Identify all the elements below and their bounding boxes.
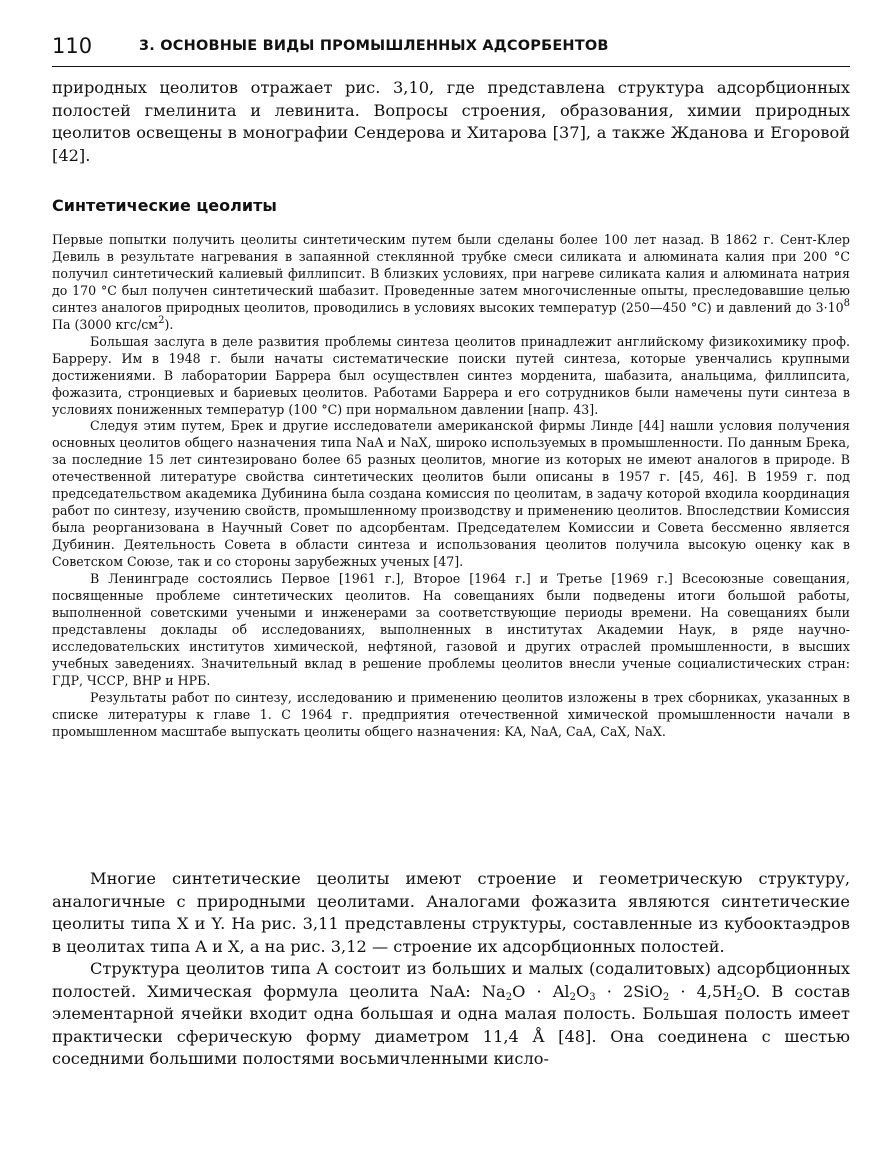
main-paragraph-2: Структура цеолитов типа A состоит из больших и малых (содалитовых) адсорбционных полостей. Химическая формула цеолита NaA: $Na_2O \cdot Al_2O_3 \cdot 2SiO_2 \cdot 4,5H_2O$. В состав элементарной ячейки входит одна большая и одна малая полость. Большая полость имеет практически сферическую форму диаметром 11,4 Å [48]. Она соединена с шестью соседними большими полостями восьмичленными кисло-	[52, 959, 851, 1068]
small-paragraph-3: Следуя этим путем, Брек и другие исследователи американской фирмы Линде [44] нашли условия получения основных цеолитов общего назначения типа NaA и NaX, широко используемых в промышленности. По данным Брека, за последние 15 лет синтезировано более 65 разных цеолитов, многие из которых не имеют аналогов в природе. В отечественной литературе свойства синтетических цеолитов были описаны в 1957 г. [45, 46]. В 1959 г. под председательством академика Дубинина была создана комиссия по цеолитам, в задачу которой входила координация работ по синтезу, изучению свойств, промышленному производству и применению цеолитов. Впоследствии Комиссия была реорганизована в Научный Совет по адсорбентам. Председателем Комиссии и Совета бессменно является Дубинин. Деятельность Совета в области синтеза и использования цеолитов получила высокую оценку как в Советском Союзе, так и со стороны зарубежных ученых [47].	[52, 418, 850, 570]
lead-paragraph: природных цеолитов отражает рис. 3,10, где представлена структура адсорбционных полостей гмелинита и левинита. Вопросы строения, образования, химии природных цеолитов освещены в монографии Сендерова и Хитарова [37], а также Жданова и Егоровой [42].	[52, 78, 850, 165]
main-text-block	[52, 868, 850, 1071]
small-paragraph-2: Большая заслуга в деле развития проблемы синтеза цеолитов принадлежит английскому физикохимику проф. Барреру. Им в 1948 г. были начаты систематические поиски путей синтеза, которые увенчались крупными достижениями. В лаборатории Баррера был осуществлен синтез морденита, шабазита, анальцима, филлипсита, фожазита, стронциевых и бариевых цеолитов. Работами Баррера и его сотрудников были намечены пути синтеза в условиях пониженных температур (100 °С) при нормальном давлении [напр. 43].	[52, 333, 850, 417]
running-title: 3. ОСНОВНЫЕ ВИДЫ ПРОМЫШЛЕННЫХ АДСОРБЕНТОВ	[139, 38, 609, 54]
small-paragraph-1: Первые попытки получить цеолиты синтетическим путем были сделаны более 100 лет назад. В 1862 г. Сент-Клер Девиль в результате нагревания в запаянной стеклянной трубке смеси силиката и алюмината калия при 200 °С получил синтетический калиевый филлипсит. В близких условиях, при нагреве силиката калия и алюмината натрия до 170 °С был получен синтетический шабазит. Проведенные затем многочисленные опыты, преследовавшие целью синтез аналогов природных цеолитов, проводились в условиях высоких температур (250—450 °С) и давлений до $3\cdot 10^8$ Па (3000 кгс/$см^2$).	[52, 232, 850, 332]
lead-paragraph-block	[52, 77, 850, 167]
header-rule	[52, 66, 850, 67]
page-number: 110	[52, 34, 93, 58]
small-paragraph-4: В Ленинграде состоялись Первое [1961 г.], Второе [1964 г.] и Третье [1969 г.] Всесоюзные совещания, посвященные проблеме синтетических цеолитов. На совещаниях были подведены итоги большой работы, выполненной советскими учеными и инженерами за соответствующие периоды времени. На совещаниях были представлены доклады об исследованиях, выполненных в институтах Академии Наук, в ряде научно-исследовательских институтов химической, нефтяной, газовой и других отраслей промышленности, в высших учебных заведениях. Значительный вклад в решение проблемы цеолитов внесли ученые социалистических стран: ГДР, ЧССР, ВНР и НРБ.	[52, 571, 850, 688]
section-title: Синтетические цеолиты	[52, 196, 277, 215]
small-print-block	[52, 232, 850, 741]
small-paragraph-5: Результаты работ по синтезу, исследованию и применению цеолитов изложены в трех сборниках, указанных в списке литературы к главе 1. С 1964 г. предприятия отечественной химической промышленности начали в промышленном масштабе выпускать цеолиты общего назначения: KA, NaA, CaA, CaX, NaX.	[52, 689, 850, 739]
page-header	[52, 34, 852, 60]
main-paragraph-1: Многие синтетические цеолиты имеют строение и геометрическую структуру, аналогичные с природными цеолитами. Аналогами фожазита являются синтетические цеолиты типа X и Y. На рис. 3,11 представлены структуры, составленные из кубооктаэдров в цеолитах типа A и X, а на рис. 3,12 — строение их адсорбционных полостей.	[52, 869, 850, 956]
